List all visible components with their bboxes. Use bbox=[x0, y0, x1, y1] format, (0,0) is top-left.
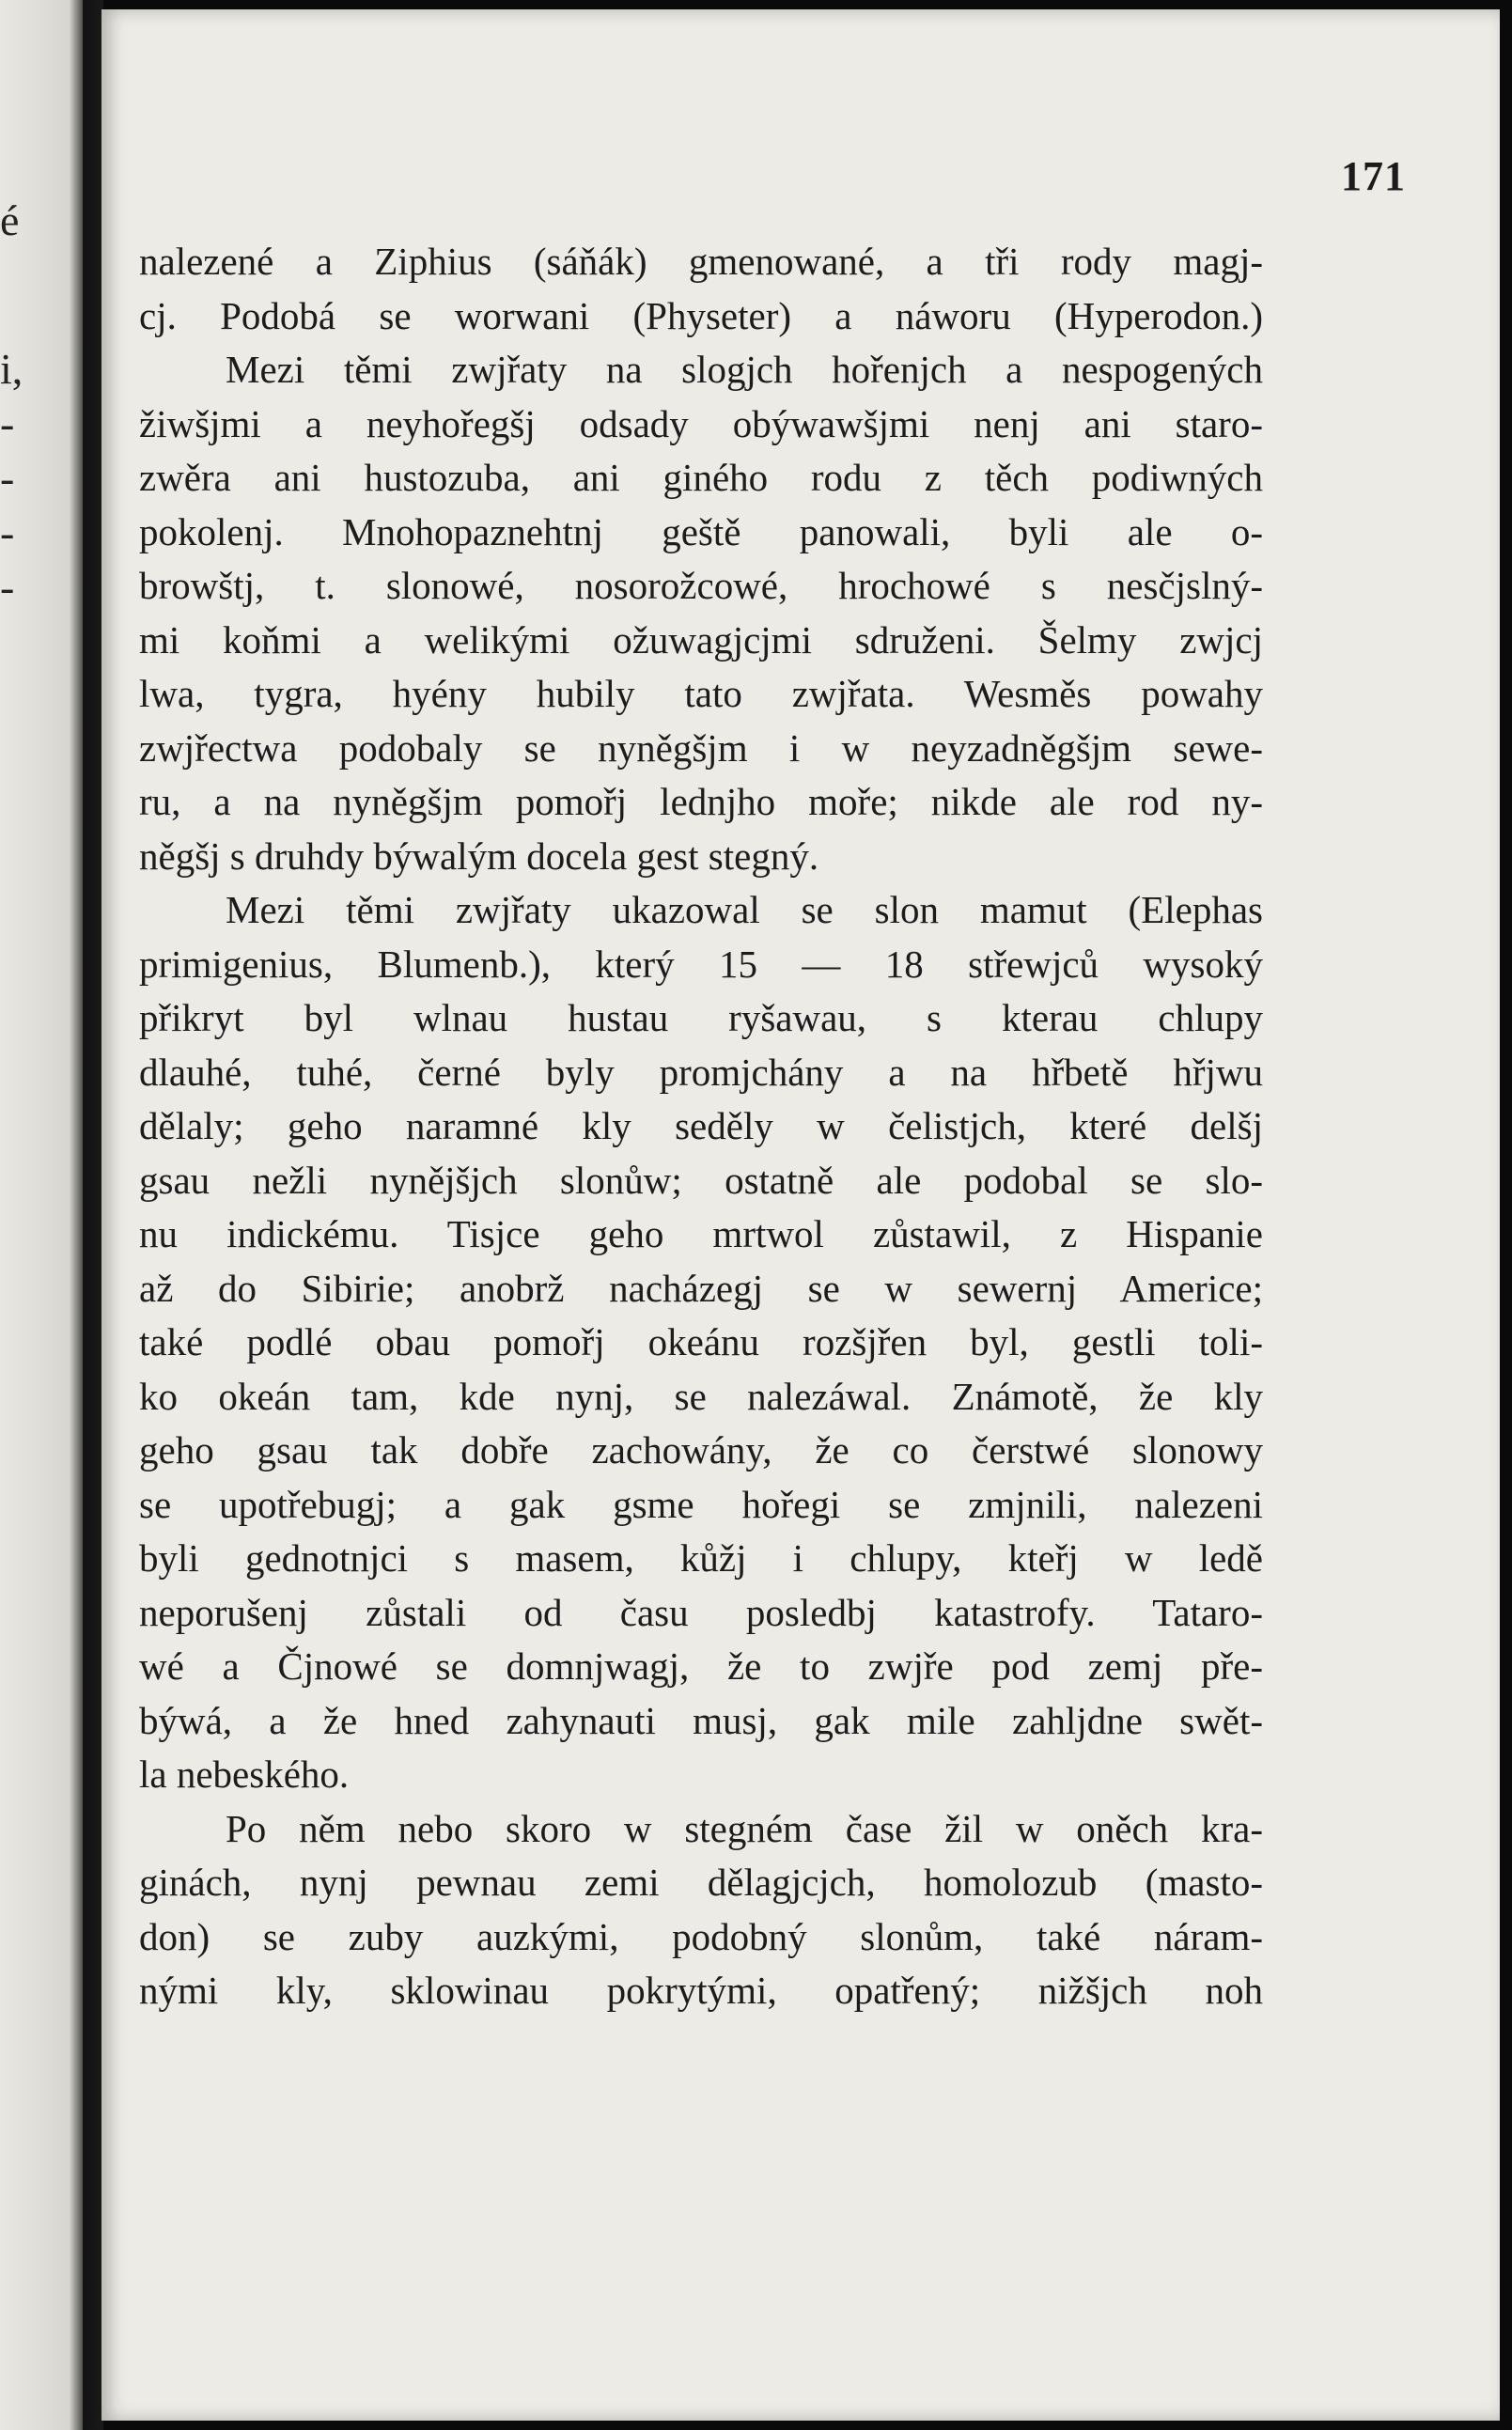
text-line: nalezené a Ziphius (sáňák) gmenowané, a tři rody magj- bbox=[139, 240, 1263, 283]
facing-page-fragment: - bbox=[0, 563, 15, 611]
text-line: Mezi těmi zwjřaty ukazowal se slon mamut (Elephas bbox=[226, 888, 1263, 931]
text-line: Mezi těmi zwjřaty na slogjch hořenjch a nespogených bbox=[226, 348, 1263, 391]
facing-page-fragment: - bbox=[0, 454, 15, 502]
text-line: se upotřebugj; a gak gsme hořegi se zmjnili, nalezeni bbox=[139, 1482, 1263, 1526]
text-line: don) se zuby auzkými, podobný slonům, také náram- bbox=[139, 1914, 1263, 1958]
text-line: něgšj s druhdy býwalým docela gest stegný. bbox=[139, 833, 819, 878]
facing-page-fragment: - bbox=[0, 508, 15, 556]
text-line: neporušenj zůstali od času posledbj katastrofy. Tataro- bbox=[139, 1590, 1263, 1634]
text-line: mi koňmi a welikými ožuwagjcjmi sdruženi. Šelmy zwjcj bbox=[139, 617, 1263, 662]
book-page bbox=[101, 9, 1500, 2421]
facing-page-fragment: i, bbox=[0, 345, 23, 393]
text-line: dělaly; geho naramné kly seděly w čelistjch, které delšj bbox=[139, 1104, 1263, 1147]
text-line: nými kly, sklowinau pokrytými, opatřený; nižšjch noh bbox=[139, 1969, 1263, 2012]
text-line: primigenius, Blumenb.), který 15 — 18 střewjců wysoký bbox=[139, 942, 1263, 986]
body-text bbox=[139, 235, 1263, 2018]
text-line: až do Sibirie; anobrž nacházegj se w sewernj Americe; bbox=[139, 1266, 1263, 1310]
text-line: pokolenj. Mnohopaznehtnj geště panowali, byli ale o- bbox=[139, 509, 1263, 553]
text-line: wé a Čjnowé se domnjwagj, že to zwjře pod zemj pře- bbox=[139, 1644, 1263, 1688]
text-line: také podlé obau pomořj okeánu rozšjřen byl, gestli toli- bbox=[139, 1320, 1263, 1363]
page-number: 171 bbox=[1341, 153, 1406, 199]
text-line: cj. Podobá se worwani (Physeter) a náworu (Hyperodon.) bbox=[139, 293, 1263, 337]
text-line: ginách, nynj pewnau zemi dělagjcjch, homolozub (masto- bbox=[139, 1861, 1263, 1904]
text-line: dlauhé, tuhé, černé byly promjchány a na hřbetě hřjwu bbox=[139, 1050, 1263, 1094]
text-line: gsau nežli nynějšjch slonůw; ostatně ale podobal se slo- bbox=[139, 1158, 1263, 1202]
text-line: býwá, a že hned zahynauti musj, gak mile zahljdne swět- bbox=[139, 1698, 1263, 1742]
text-line: byli gednotnjci s masem, kůžj i chlupy, kteřj w ledě bbox=[139, 1536, 1263, 1580]
text-line: ko okeán tam, kde nynj, se nalezáwal. Známotě, že kly bbox=[139, 1374, 1263, 1418]
text-line: žiwšjmi a neyhořegšj odsady obýwawšjmi nenj ani staro- bbox=[139, 401, 1263, 445]
text-line: la nebeského. bbox=[139, 1752, 350, 1796]
facing-page-edge bbox=[0, 0, 86, 2430]
text-line: lwa, tygra, hyény hubily tato zwjřata. Wesměs powahy bbox=[139, 672, 1263, 715]
facing-page-fragment: - bbox=[0, 399, 15, 447]
text-line: přikryt byl wlnau hustau ryšawau, s kterau chlupy bbox=[139, 996, 1263, 1039]
facing-page-fragment: é bbox=[0, 196, 20, 244]
text-line: ru, a na nyněgšjm pomořj lednjho moře; nikde ale rod ny- bbox=[139, 780, 1263, 823]
text-line: nu indickému. Tisjce geho mrtwol zůstawil, z Hispanie bbox=[139, 1212, 1263, 1255]
text-line: Po něm nebo skoro w stegném čase žil w oněch kra- bbox=[226, 1806, 1263, 1850]
text-line: geho gsau tak dobře zachowány, že co čerstwé slonowy bbox=[139, 1428, 1263, 1472]
text-line: zwjřectwa podobaly se nyněgšjm i w neyzadněgšjm sewe- bbox=[139, 725, 1263, 770]
book-gutter bbox=[83, 0, 103, 2430]
text-line: browštj, t. slonowé, nosorožcowé, hrochowé s nesčjslný- bbox=[139, 564, 1263, 607]
text-line: zwěra ani hustozuba, ani giného rodu z těch podiwných bbox=[139, 456, 1263, 499]
